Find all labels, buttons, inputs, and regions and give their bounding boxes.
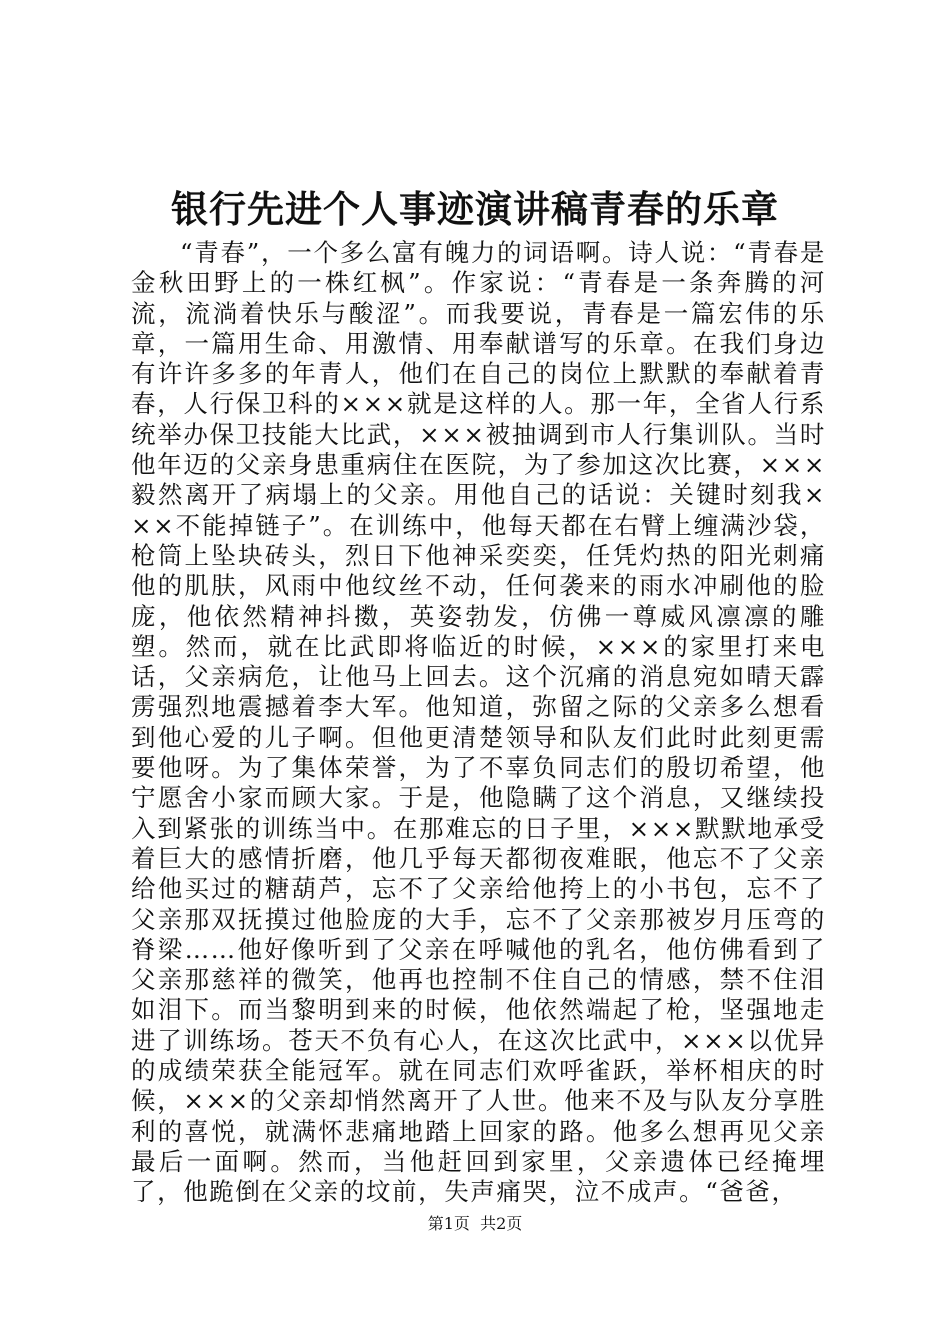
document-title: 银行先进个人事迹演讲稿青春的乐章: [171, 187, 779, 231]
body-paragraph: “青春”，一个多么富有魄力的词语啊。诗人说：“青春是金秋田野上的一株红枫”。作家说：“青春是一条奔腾的河流，流淌着快乐与酸涩”。而我要说，青春是一篇宏伟的乐章，一篇用生命、用激情、用奉献谱写的乐章。在我们身边有许许多多的年青人，他们在自己的岗位上默默的奉献着青春，人行保卫科的×××就是这样的人。那一年，全省人行系统举办保卫技能大比武，×××被抽调到市人行集训队。当时他年迈的父亲身患重病住在医院，为了参加这次比赛，×××毅然离开了病塌上的父亲。用他自己的话说：关键时刻我×××不能掉链子”。在训练中，他每天都在右臂上缠满沙袋，枪筒上坠块砖头，烈日下他神采奕奕，任凭灼热的阳光刺痛他的肌肤，风雨中他纹丝不动，任何袭来的雨水冲刷他的脸庞，他依然精神抖擞，英姿勃发，仿佛一尊威风凛凛的雕塑。然而，就在比武即将临近的时候，×××的家里打来电话，父亲病危，让他马上回去。这个沉痛的消息宛如晴天霹雳强烈地震撼着李大军。他知道，弥留之际的父亲多么想看到他心爱的儿子啊。但他更清楚领导和队友们此时此刻更需要他呀。为了集体荣誉，为了不辜负同志们的殷切希望，他宁愿舍小家而顾大家。于是，他隐瞒了这个消息，又继续投入到紧张的训练当中。在那难忘的日子里，×××默默地承受着巨大的感情折磨，他几乎每天都彻夜难眠，他忘不了父亲给他买过的糖葫芦，忘不了父亲给他挎上的小书包，忘不了父亲那双抚摸过他脸庞的大手，忘不了父亲那被岁月压弯的脊梁……他好像听到了父亲在呼喊他的乳名，他仿佛看到了父亲那慈祥的微笑，他再也控制不住自己的情感，禁不住泪如泪下。而当黎明到来的时候，他依然端起了枪，坚强地走进了训练场。苍天不负有心人，在这次比武中，×××以优异的成绩荣获全能冠军。就在同志们欢呼雀跃，举杯相庆的时候，×××的父亲却悄然离开了人世。他来不及与队友分享胜利的喜悦，就满怀悲痛地踏上回家的路。他多么想再见父亲最后一面啊。然而，当他赶回到家里，父亲遗体已经掩埋了，他跪倒在父亲的坟前，失声痛哭，泣不成声。“爸爸，: [131, 238, 826, 1207]
page-number-total: 共2页: [480, 1214, 523, 1233]
page-number-current: 第1页: [427, 1214, 470, 1233]
footer-separator: [470, 1214, 480, 1233]
page-footer: [0, 1212, 950, 1236]
